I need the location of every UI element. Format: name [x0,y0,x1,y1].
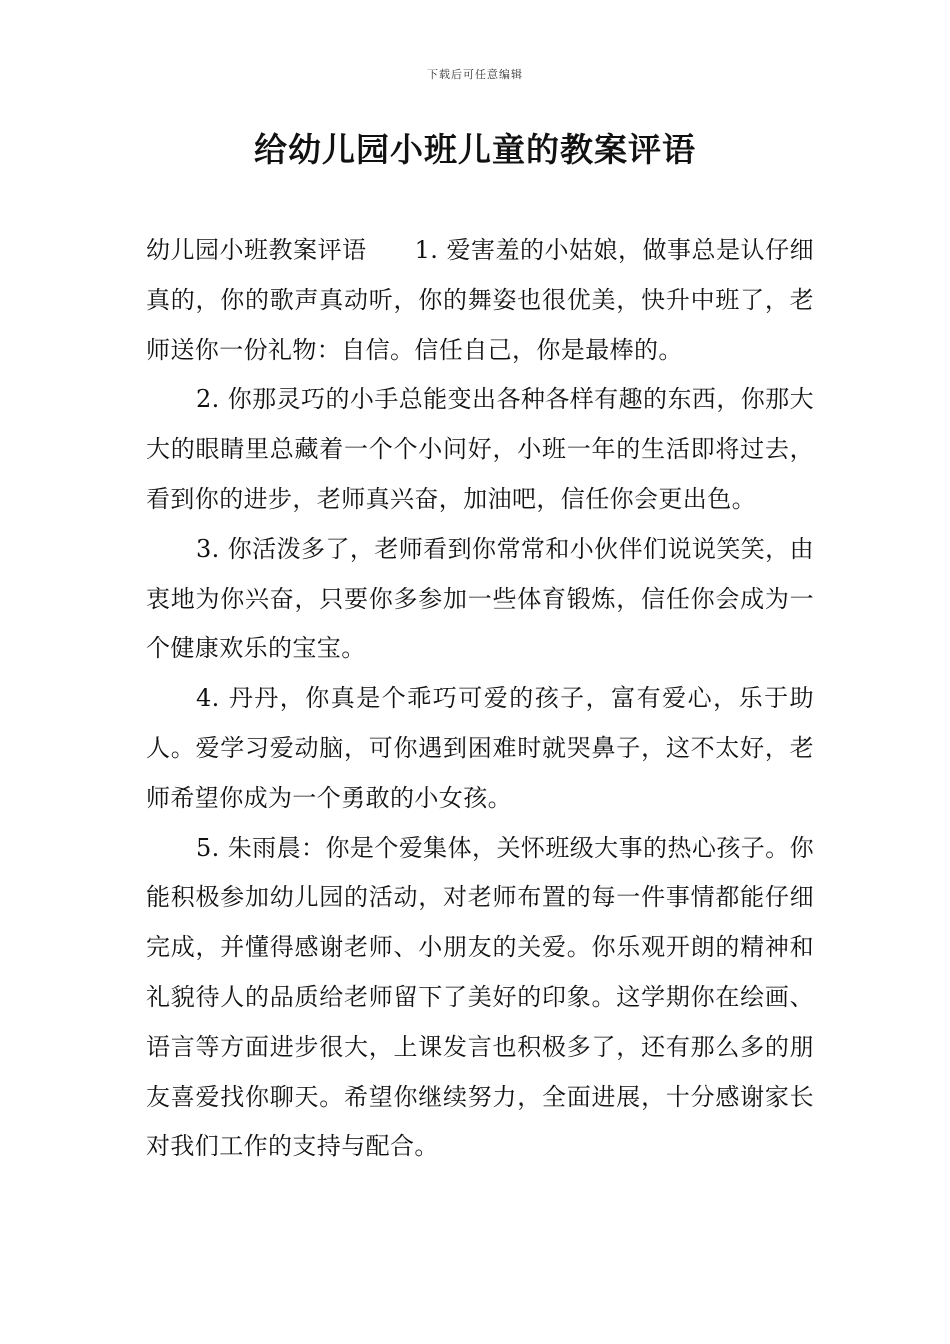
paragraph-2: 2. 你那灵巧的小手总能变出各种各样有趣的东西，你那大大的眼睛里总藏着一个个小问好，小班一年的生活即将过去，看到你的进步，老师真兴奋，加油吧，信任你会更出色。 [146,385,814,513]
paragraph-4: 4. 丹丹，你真是个乖巧可爱的孩子，富有爱心，乐于助人。爱学习爱动脑，可你遇到困难时就哭鼻子，这不太好，老师希望你成为一个勇敢的小女孩。 [146,684,814,812]
document-title: 给幼儿园小班儿童的教案评语 [254,130,696,169]
paragraph-3: 3. 你活泼多了，老师看到你常常和小伙伴们说说笑笑，由衷地为你兴奋，只要你多参加一些体育锻炼，信任你会成为一个健康欢乐的宝宝。 [146,534,814,663]
lead-label: 幼儿园小班教案评语 [146,236,367,264]
paragraph-5: 5. 朱雨晨：你是个爱集体，关怀班级大事的热心孩子。你能积极参加幼儿园的活动，对老师布置的每一件事情都能仔细完成，并懂得感谢老师、小朋友的关爱。你乐观开朗的精神和礼貌待人的品质给老师留下了美好的印象。这学期你在绘画、语言等方面进步很大，上课发言也积极多了，还有那么多的朋友喜爱找你聊天。希望你继续努力，全面进展，十分感谢家长对我们工作的支持与配合。 [146,833,814,1161]
document-body [146,226,814,1172]
header-note: 下载后可任意编辑 [427,68,523,81]
paragraph-1-text: 1. 爱害羞的小姑娘，做事总是认仔细真的，你的歌声真动听，你的舞姿也很优美，快升中班了，老师送你一份礼物：自信。信任自己，你是最棒的。 [146,236,814,364]
paragraph-1 [146,226,814,375]
